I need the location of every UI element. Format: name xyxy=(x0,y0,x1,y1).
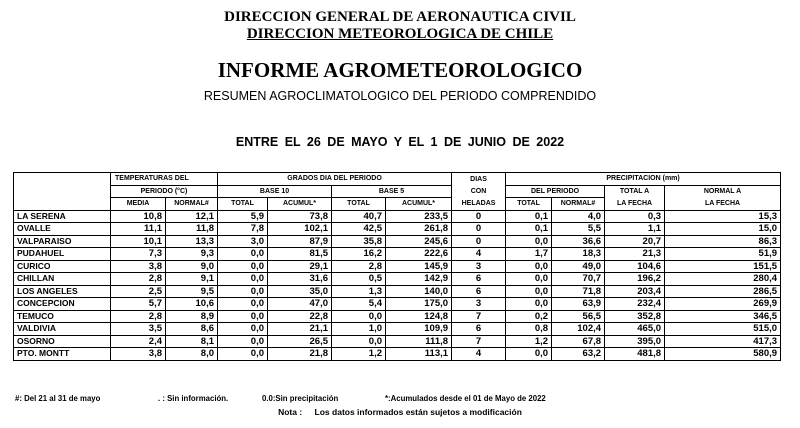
header-normal-a-1: NORMAL A xyxy=(665,185,781,198)
cell-media: 3,8 xyxy=(111,260,166,273)
table-row xyxy=(14,285,781,298)
cell-p-total: 0,0 xyxy=(506,348,552,361)
header-normal: NORMAL# xyxy=(166,198,218,211)
report-subtitle: RESUMEN AGROCLIMATOLOGICO DEL PERIODO COMPRENDIDO xyxy=(203,89,597,103)
header-total-a-1: TOTAL A xyxy=(605,185,665,198)
cell-b10-total: 0,0 xyxy=(218,285,268,298)
header-base5: BASE 5 xyxy=(332,185,452,198)
cell-frost-days: 4 xyxy=(452,348,506,361)
cell-normal: 9,1 xyxy=(166,273,218,286)
cell-b10-total: 5,9 xyxy=(218,210,268,223)
cell-b5-acumul: 245,6 xyxy=(386,235,452,248)
cell-total-a-fecha: 481,8 xyxy=(605,348,665,361)
cell-p-total: 0,1 xyxy=(506,210,552,223)
cell-total-a-fecha: 0,3 xyxy=(605,210,665,223)
cell-b5-total: 16,2 xyxy=(332,248,386,261)
cell-total-a-fecha: 395,0 xyxy=(605,335,665,348)
header-p-normal: NORMAL# xyxy=(552,198,605,211)
cell-b5-acumul: 113,1 xyxy=(386,348,452,361)
cell-total-a-fecha: 232,4 xyxy=(605,298,665,311)
footnote-normal: #: Del 21 al 31 de mayo xyxy=(15,394,101,403)
cell-b5-total: 1,3 xyxy=(332,285,386,298)
cell-station: TEMUCO xyxy=(14,310,111,323)
cell-b10-total: 0,0 xyxy=(218,273,268,286)
cell-media: 11,1 xyxy=(111,223,166,236)
cell-normal-a-fecha: 417,3 xyxy=(665,335,781,348)
cell-frost-days: 3 xyxy=(452,260,506,273)
cell-b5-acumul: 140,0 xyxy=(386,285,452,298)
header-dias-2: CON xyxy=(452,185,506,198)
table-row xyxy=(14,348,781,361)
header-p-total: TOTAL xyxy=(506,198,552,211)
cell-p-normal: 67,8 xyxy=(552,335,605,348)
header-dias-1: DIAS xyxy=(452,173,506,186)
cell-b5-total: 0,0 xyxy=(332,335,386,348)
cell-normal: 8,1 xyxy=(166,335,218,348)
cell-b5-total: 2,8 xyxy=(332,260,386,273)
cell-b10-total: 0,0 xyxy=(218,260,268,273)
footnote-accum: *:Acumulados desde el 01 de Mayo de 2022 xyxy=(385,394,546,403)
cell-total-a-fecha: 465,0 xyxy=(605,323,665,336)
cell-media: 2,5 xyxy=(111,285,166,298)
cell-media: 10,1 xyxy=(111,235,166,248)
cell-frost-days: 0 xyxy=(452,210,506,223)
note-label: Nota : xyxy=(278,407,303,417)
header-media: MEDIA xyxy=(111,198,166,211)
cell-total-a-fecha: 21,3 xyxy=(605,248,665,261)
cell-normal-a-fecha: 15,0 xyxy=(665,223,781,236)
header-del-periodo: DEL PERIODO xyxy=(506,185,605,198)
cell-station: CHILLAN xyxy=(14,273,111,286)
table-row xyxy=(14,210,781,223)
header-empty-cell xyxy=(14,185,111,198)
cell-b10-total: 0,0 xyxy=(218,310,268,323)
header-row-2 xyxy=(14,185,781,198)
cell-b10-acumul: 29,1 xyxy=(268,260,332,273)
cell-frost-days: 7 xyxy=(452,310,506,323)
header-row-1 xyxy=(14,173,781,186)
cell-frost-days: 6 xyxy=(452,285,506,298)
note-line xyxy=(0,407,800,417)
cell-total-a-fecha: 203,4 xyxy=(605,285,665,298)
cell-b5-acumul: 111,8 xyxy=(386,335,452,348)
cell-b10-acumul: 31,6 xyxy=(268,273,332,286)
cell-normal: 9,5 xyxy=(166,285,218,298)
cell-total-a-fecha: 196,2 xyxy=(605,273,665,286)
cell-b10-acumul: 26,5 xyxy=(268,335,332,348)
cell-media: 2,8 xyxy=(111,310,166,323)
cell-p-total: 0,0 xyxy=(506,298,552,311)
report-period: ENTRE EL 26 DE MAYO Y EL 1 DE JUNIO DE 2022 xyxy=(235,135,565,149)
footnote-no-info: . : Sin información. xyxy=(158,394,229,403)
cell-station: OSORNO xyxy=(14,335,111,348)
cell-p-normal: 5,5 xyxy=(552,223,605,236)
cell-normal-a-fecha: 86,3 xyxy=(665,235,781,248)
org-subtitle-text: DIRECCION METEOROLOGICA DE CHILE xyxy=(246,26,554,42)
table-body xyxy=(14,210,781,360)
cell-b5-acumul: 175,0 xyxy=(386,298,452,311)
table-row xyxy=(14,273,781,286)
cell-p-total: 0,0 xyxy=(506,273,552,286)
table-row xyxy=(14,223,781,236)
cell-normal-a-fecha: 346,5 xyxy=(665,310,781,323)
cell-normal: 10,6 xyxy=(166,298,218,311)
cell-frost-days: 0 xyxy=(452,223,506,236)
agro-table xyxy=(13,172,781,361)
cell-b5-total: 40,7 xyxy=(332,210,386,223)
table-row xyxy=(14,323,781,336)
cell-b10-total: 0,0 xyxy=(218,348,268,361)
header-acumul10: ACUMUL* xyxy=(268,198,332,211)
cell-frost-days: 0 xyxy=(452,235,506,248)
cell-total-a-fecha: 1,1 xyxy=(605,223,665,236)
header-dias-3: HELADAS xyxy=(452,198,506,211)
cell-frost-days: 6 xyxy=(452,273,506,286)
header-base10: BASE 10 xyxy=(218,185,332,198)
cell-normal-a-fecha: 15,3 xyxy=(665,210,781,223)
cell-station: CONCEPCION xyxy=(14,298,111,311)
table-row xyxy=(14,310,781,323)
cell-station: VALDIVIA xyxy=(14,323,111,336)
header-empty-cell xyxy=(14,173,111,186)
cell-p-normal: 71,8 xyxy=(552,285,605,298)
cell-p-total: 0,0 xyxy=(506,235,552,248)
cell-b10-acumul: 21,8 xyxy=(268,348,332,361)
cell-b5-total: 35,8 xyxy=(332,235,386,248)
cell-b5-total: 5,4 xyxy=(332,298,386,311)
cell-b5-acumul: 145,9 xyxy=(386,260,452,273)
cell-b5-acumul: 261,8 xyxy=(386,223,452,236)
cell-p-normal: 18,3 xyxy=(552,248,605,261)
cell-b5-total: 0,0 xyxy=(332,310,386,323)
cell-b10-total: 7,8 xyxy=(218,223,268,236)
cell-b5-acumul: 142,9 xyxy=(386,273,452,286)
header-row-3 xyxy=(14,198,781,211)
cell-b10-total: 0,0 xyxy=(218,335,268,348)
cell-normal: 11,8 xyxy=(166,223,218,236)
cell-normal: 13,3 xyxy=(166,235,218,248)
cell-b5-total: 1,0 xyxy=(332,323,386,336)
cell-p-total: 0,1 xyxy=(506,223,552,236)
cell-b5-acumul: 222,6 xyxy=(386,248,452,261)
cell-normal: 8,9 xyxy=(166,310,218,323)
cell-p-normal: 70,7 xyxy=(552,273,605,286)
org-title: DIRECCION GENERAL DE AERONAUTICA CIVIL xyxy=(224,9,576,25)
cell-p-normal: 63,9 xyxy=(552,298,605,311)
cell-media: 5,7 xyxy=(111,298,166,311)
cell-normal-a-fecha: 269,9 xyxy=(665,298,781,311)
header-total10: TOTAL xyxy=(218,198,268,211)
cell-b10-total: 0,0 xyxy=(218,298,268,311)
cell-station: LA SERENA xyxy=(14,210,111,223)
cell-media: 3,5 xyxy=(111,323,166,336)
cell-total-a-fecha: 352,8 xyxy=(605,310,665,323)
cell-normal: 8,0 xyxy=(166,348,218,361)
cell-b10-acumul: 81,5 xyxy=(268,248,332,261)
cell-b5-acumul: 124,8 xyxy=(386,310,452,323)
cell-p-normal: 102,4 xyxy=(552,323,605,336)
cell-b5-acumul: 233,5 xyxy=(386,210,452,223)
cell-media: 2,8 xyxy=(111,273,166,286)
cell-p-total: 0,8 xyxy=(506,323,552,336)
cell-p-total: 1,7 xyxy=(506,248,552,261)
cell-station: PUDAHUEL xyxy=(14,248,111,261)
cell-b10-acumul: 47,0 xyxy=(268,298,332,311)
header-acumul5: ACUMUL* xyxy=(386,198,452,211)
cell-frost-days: 3 xyxy=(452,298,506,311)
cell-b5-acumul: 109,9 xyxy=(386,323,452,336)
cell-normal-a-fecha: 580,9 xyxy=(665,348,781,361)
cell-p-normal: 36,6 xyxy=(552,235,605,248)
table-row xyxy=(14,260,781,273)
cell-p-total: 0,0 xyxy=(506,285,552,298)
cell-frost-days: 4 xyxy=(452,248,506,261)
cell-b5-total: 0,5 xyxy=(332,273,386,286)
cell-b10-total: 0,0 xyxy=(218,323,268,336)
cell-p-normal: 4,0 xyxy=(552,210,605,223)
cell-p-total: 1,2 xyxy=(506,335,552,348)
cell-b10-acumul: 22,8 xyxy=(268,310,332,323)
cell-frost-days: 7 xyxy=(452,335,506,348)
table-row xyxy=(14,335,781,348)
table-row xyxy=(14,235,781,248)
cell-media: 3,8 xyxy=(111,348,166,361)
header-temp-1: TEMPERATURAS DEL xyxy=(111,173,218,186)
cell-normal-a-fecha: 286,5 xyxy=(665,285,781,298)
cell-normal-a-fecha: 515,0 xyxy=(665,323,781,336)
cell-b10-total: 0,0 xyxy=(218,248,268,261)
cell-p-total: 0,2 xyxy=(506,310,552,323)
header-normal-a-2: LA FECHA xyxy=(665,198,781,211)
cell-normal: 9,0 xyxy=(166,260,218,273)
cell-station: PTO. MONTT xyxy=(14,348,111,361)
cell-b10-acumul: 21,1 xyxy=(268,323,332,336)
cell-b10-acumul: 35,0 xyxy=(268,285,332,298)
cell-p-normal: 63,2 xyxy=(552,348,605,361)
cell-normal: 8,6 xyxy=(166,323,218,336)
table-row xyxy=(14,248,781,261)
cell-total-a-fecha: 20,7 xyxy=(605,235,665,248)
cell-p-normal: 49,0 xyxy=(552,260,605,273)
cell-normal: 12,1 xyxy=(166,210,218,223)
cell-station: LOS ANGELES xyxy=(14,285,111,298)
cell-media: 7,3 xyxy=(111,248,166,261)
cell-b5-total: 42,5 xyxy=(332,223,386,236)
note-text: Los datos informados están sujetos a modificación xyxy=(314,407,522,417)
cell-normal-a-fecha: 151,5 xyxy=(665,260,781,273)
cell-b5-total: 1,2 xyxy=(332,348,386,361)
cell-normal: 9,3 xyxy=(166,248,218,261)
cell-b10-acumul: 87,9 xyxy=(268,235,332,248)
header-precip: PRECIPITACION (mm) xyxy=(506,173,781,186)
cell-frost-days: 6 xyxy=(452,323,506,336)
report-title: INFORME AGROMETEOROLOGICO xyxy=(217,58,583,82)
org-subtitle xyxy=(0,26,800,43)
header-total5: TOTAL xyxy=(332,198,386,211)
cell-total-a-fecha: 104,6 xyxy=(605,260,665,273)
table-row xyxy=(14,298,781,311)
cell-normal-a-fecha: 51,9 xyxy=(665,248,781,261)
cell-b10-acumul: 73,8 xyxy=(268,210,332,223)
cell-media: 2,4 xyxy=(111,335,166,348)
header-degree-days: GRADOS DIA DEL PERIODO xyxy=(218,173,452,186)
cell-normal-a-fecha: 280,4 xyxy=(665,273,781,286)
header-empty-cell xyxy=(14,198,111,211)
cell-b10-acumul: 102,1 xyxy=(268,223,332,236)
cell-media: 10,8 xyxy=(111,210,166,223)
cell-b10-total: 3,0 xyxy=(218,235,268,248)
header-temp-2: PERIODO (°C) xyxy=(111,185,218,198)
cell-station: OVALLE xyxy=(14,223,111,236)
cell-p-normal: 56,5 xyxy=(552,310,605,323)
cell-station: VALPARAISO xyxy=(14,235,111,248)
header-total-a-2: LA FECHA xyxy=(605,198,665,211)
footnote-no-precip: 0.0:Sin precipitación xyxy=(262,394,339,403)
cell-p-total: 0,0 xyxy=(506,260,552,273)
cell-station: CURICO xyxy=(14,260,111,273)
